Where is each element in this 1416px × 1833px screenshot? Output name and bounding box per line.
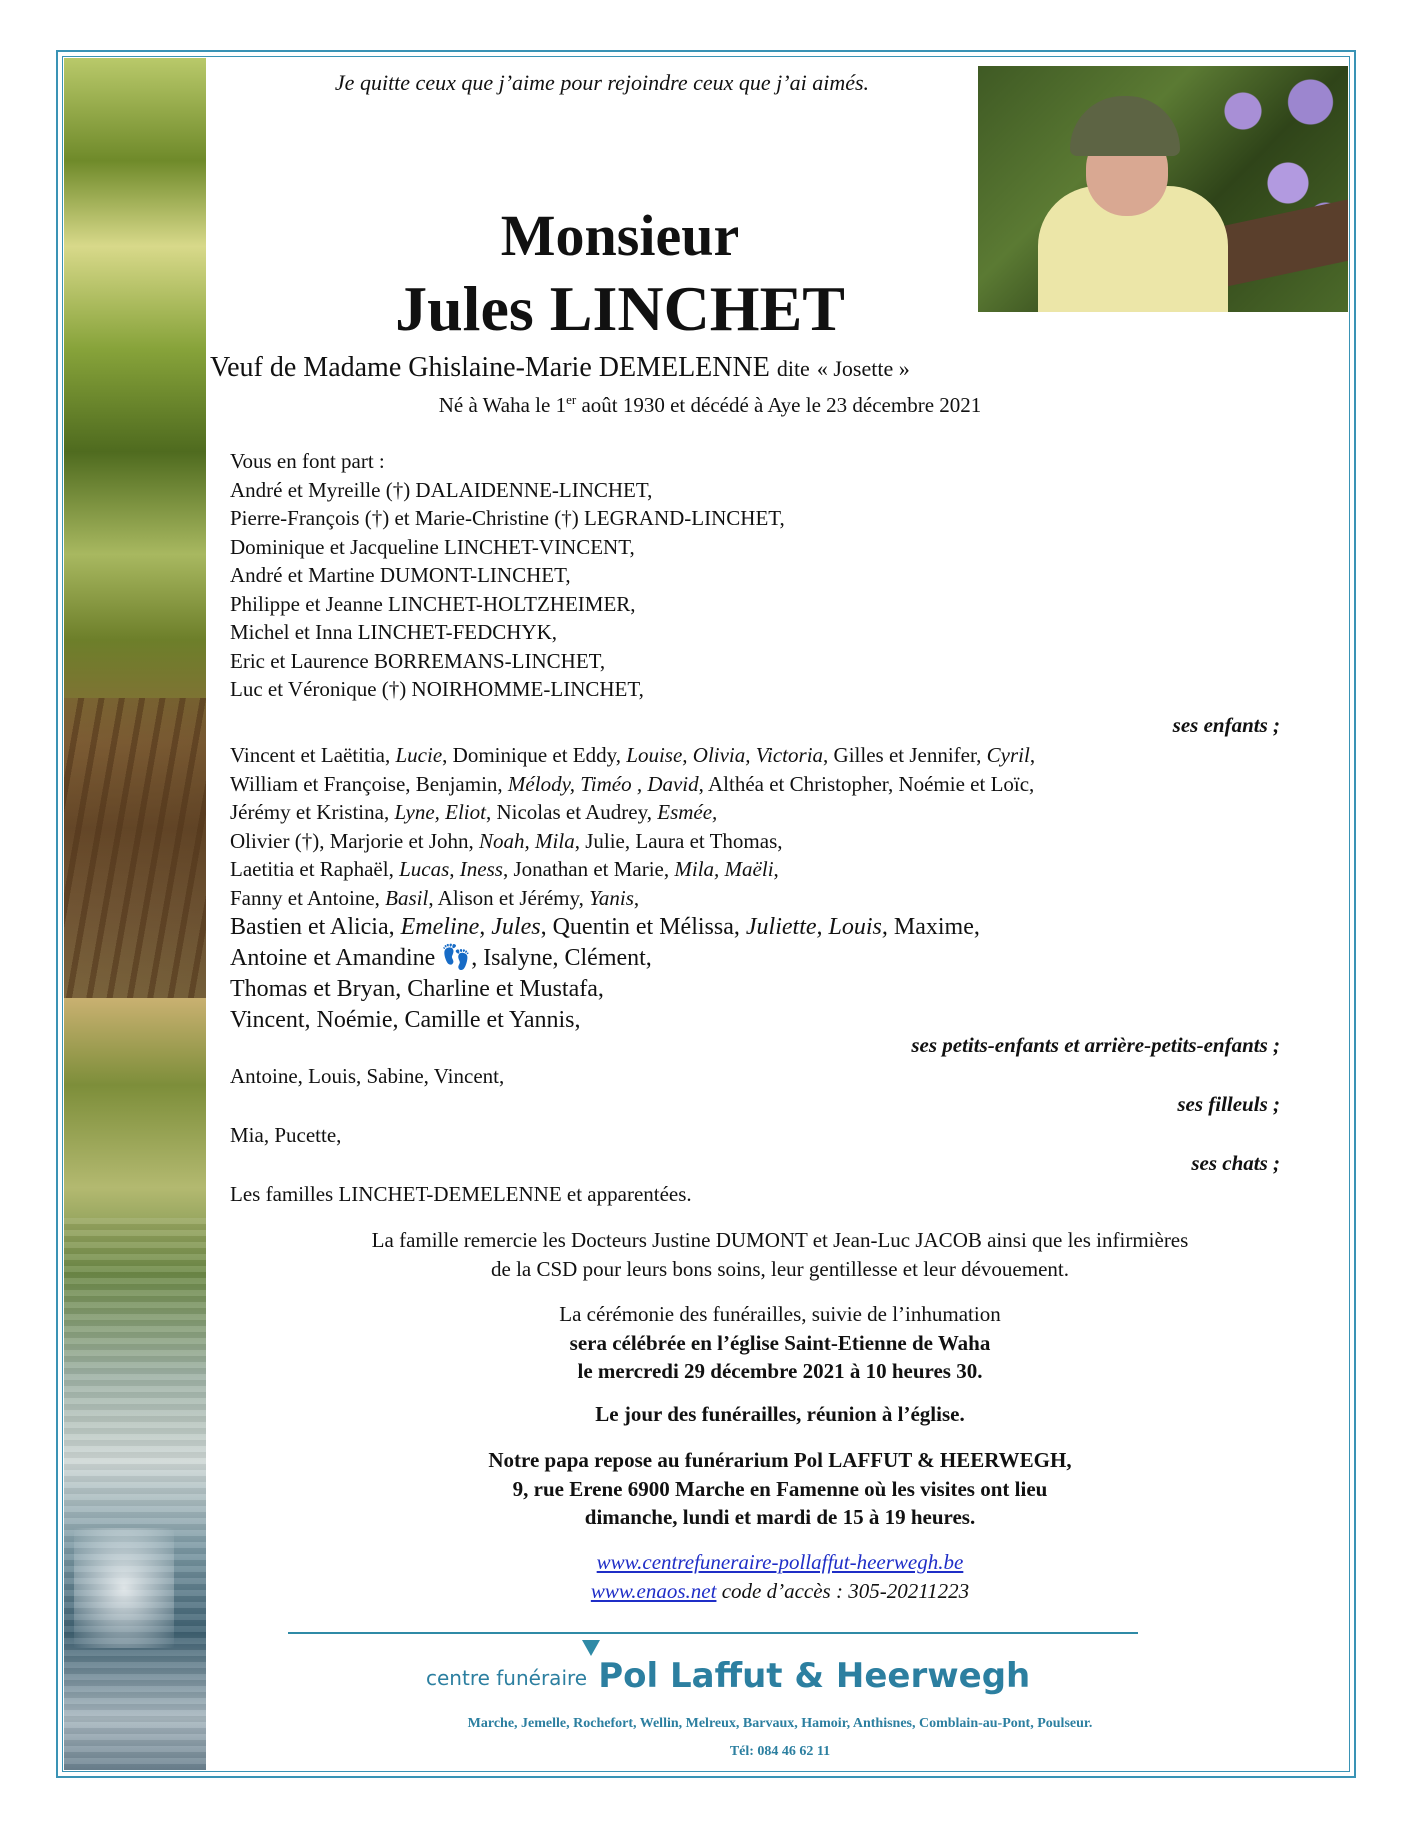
gc-italic: Yanis xyxy=(589,885,634,910)
gc-text: , xyxy=(633,885,640,910)
logo-big-text: Pol Laffut & Heerwegh xyxy=(598,1656,1031,1696)
gc-text: Laetitia et Raphaël, xyxy=(230,857,400,881)
gc-text: , Althéa et Christopher, Noémie et Loïc, xyxy=(698,771,1035,796)
announce-intro: Vous en font part : xyxy=(230,449,385,473)
grandchild-line xyxy=(230,798,1280,827)
gc-text: , xyxy=(1029,743,1036,767)
gc-italic: Basil xyxy=(385,885,429,910)
gc-text: , Isalyne, Clément, xyxy=(471,945,652,971)
grandchild-line xyxy=(230,855,1280,884)
grandchild-line xyxy=(230,770,1280,799)
child-line: André et Myreille (†) DALAIDENNE-LINCHET, xyxy=(230,477,653,502)
birth-death-line xyxy=(210,392,1210,418)
grandchild-line: Thomas et Bryan, Charline et Mustafa, xyxy=(230,976,604,1002)
gc-italic: Mila, Maëli xyxy=(674,857,774,881)
thanks-line: La famille remercie les Docteurs Justine DUMONT et Jean-Luc JACOB ainsi que les infirmières xyxy=(371,1228,1189,1252)
gc-text: , Nicolas et Audrey, xyxy=(485,800,658,824)
gc-italic: Lucas, Iness xyxy=(399,857,503,881)
wooden-bridge xyxy=(64,698,206,998)
gc-italic: Esmée, xyxy=(657,800,718,824)
funerarium-line: Notre papa repose au funérarium Pol LAFFUT & HEERWEGH, xyxy=(488,1448,1072,1472)
grandchildren-block xyxy=(230,741,1280,1036)
child-line: Dominique et Jacqueline LINCHET-VINCENT, xyxy=(230,534,635,559)
gc-text: Fanny et Antoine, xyxy=(230,885,386,910)
gc-italic: Noah, Mila xyxy=(479,828,575,853)
gc-italic: Mélody, Timéo , David xyxy=(507,771,699,796)
ceremony-church: sera célébrée en l’église Saint-Etienne de Waha xyxy=(569,1330,991,1355)
gc-italic: Cyril xyxy=(986,743,1030,767)
meeting-line: Le jour des funérailles, réunion à l’église. xyxy=(595,1402,965,1426)
gc-text: , Julie, Laura et Thomas, xyxy=(574,828,783,853)
grandchild-line xyxy=(230,741,1280,770)
enaos-link[interactable]: www.enaos.net xyxy=(590,1578,717,1603)
river-water xyxy=(64,1218,206,1770)
links-block xyxy=(210,1548,1350,1605)
ceremony-date: le mercredi 29 décembre 2021 à 10 heures 30. xyxy=(577,1359,983,1383)
gc-text: , Quentin et Mélissa, xyxy=(540,914,746,940)
widow-dite: dite xyxy=(776,356,810,381)
grandchild-line xyxy=(230,884,1280,913)
honorific: Monsieur xyxy=(500,203,740,268)
helmet xyxy=(1070,96,1180,156)
born-part1: Né à Waha le 1 xyxy=(438,393,567,417)
gc-text: Maxime, xyxy=(887,914,980,940)
grandchild-line xyxy=(230,912,1280,943)
towns-list: Marche, Jemelle, Rochefort, Wellin, Melreux, Barvaux, Hamoir, Anthisnes, Comblain-au-Pont, Poulseur. xyxy=(467,1716,1093,1731)
grandchild-line: Vincent, Noémie, Camille et Yannis, xyxy=(230,1007,581,1033)
label-godchildren: ses filleuls ; xyxy=(1177,1092,1280,1116)
widow-line xyxy=(210,352,1350,384)
gc-text: William et Françoise, Benjamin, xyxy=(230,771,508,796)
quote: Je quitte ceux que j’aime pour rejoindre ceux que j’ai aimés. xyxy=(334,70,870,95)
water-glare xyxy=(74,1528,174,1648)
deceased-name: Jules LINCHET xyxy=(395,273,845,344)
gc-text: Antoine et Amandine xyxy=(230,945,442,971)
footprints-icon: 👣 xyxy=(441,945,472,971)
widow-nickname: « Josette » xyxy=(816,356,910,381)
logo-triangle-icon xyxy=(582,1640,600,1656)
ceremony-block xyxy=(210,1300,1350,1386)
grandchild-line xyxy=(230,827,1280,856)
funeral-site-link[interactable]: www.centrefuneraire-pollaffut-heerwegh.be xyxy=(596,1550,964,1574)
born-sup: er xyxy=(566,392,577,407)
gc-text: Jérémy et Kristina, xyxy=(230,800,395,824)
gc-italic: Juliette, Louis, xyxy=(745,914,888,940)
child-line: Pierre-François (†) et Marie-Christine (†) LEGRAND-LINCHET, xyxy=(230,506,785,530)
logo-rule xyxy=(288,1632,1138,1634)
funerarium-line: dimanche, lundi et mardi de 15 à 19 heures. xyxy=(584,1505,976,1529)
side-landscape-photo xyxy=(64,58,206,1770)
gc-text: Olivier (†), Marjorie et John, xyxy=(230,828,480,853)
cats-line: Mia, Pucette, xyxy=(230,1123,342,1147)
telephone: Tél: 084 46 62 11 xyxy=(729,1744,831,1759)
label-grandchildren: ses petits-enfants et arrière-petits-enfants ; xyxy=(911,1033,1280,1057)
funerarium-block xyxy=(210,1446,1350,1532)
gc-italic: Lyne, Eliot xyxy=(394,800,486,824)
label-cats: ses chats ; xyxy=(1191,1151,1280,1175)
thanks-line: de la CSD pour leurs bons soins, leur gentillesse et leur dévouement. xyxy=(491,1256,1069,1281)
gc-italic: Emeline, Jules xyxy=(400,914,541,940)
gc-text: Bastien et Alicia, xyxy=(230,914,401,940)
child-line: Luc et Véronique (†) NOIRHOMME-LINCHET, xyxy=(230,677,644,701)
gc-italic: Louise, Olivia, Victoria xyxy=(626,743,824,767)
children-block xyxy=(230,447,1280,704)
gc-text: , Jonathan et Marie, xyxy=(502,857,675,881)
access-code: code d’accès : 305-20211223 xyxy=(716,1578,970,1603)
funerarium-line: 9, rue Erene 6900 Marche en Famenne où les visites ont lieu xyxy=(512,1476,1048,1501)
child-line: Michel et Inna LINCHET-FEDCHYK, xyxy=(230,620,558,644)
widow-prefix: Veuf de Madame Ghislaine-Marie DEMELENNE xyxy=(210,352,770,383)
funeral-home-logo xyxy=(288,1656,1138,1696)
gc-text: Vincent et Laëtitia, xyxy=(230,743,396,767)
child-line: Eric et Laurence BORREMANS-LINCHET, xyxy=(230,648,606,673)
thanks-block xyxy=(210,1226,1350,1283)
grandchild-line xyxy=(230,943,1280,974)
logo-small-text: centre funéraire xyxy=(426,1666,588,1690)
gc-text: , Alison et Jérémy, xyxy=(428,885,590,910)
child-line: Philippe et Jeanne LINCHET-HOLTZHEIMER, xyxy=(230,591,636,616)
ceremony-line: La cérémonie des funérailles, suivie de l’inhumation xyxy=(559,1302,1001,1326)
gc-italic: Lucie xyxy=(395,743,443,767)
born-part2: août 1930 et décédé à Aye le 23 décembre 2021 xyxy=(576,393,982,417)
child-line: André et Martine DUMONT-LINCHET, xyxy=(230,563,571,587)
gc-text: , xyxy=(773,857,779,881)
gc-text: , Gilles et Jennifer, xyxy=(823,743,987,767)
gc-text: , Dominique et Eddy, xyxy=(442,743,627,767)
godchildren-line: Antoine, Louis, Sabine, Vincent, xyxy=(230,1064,505,1088)
label-children: ses enfants ; xyxy=(1172,713,1280,737)
portrait-photo xyxy=(978,66,1348,312)
families-line: Les familles LINCHET-DEMELENNE et apparentées. xyxy=(230,1182,692,1206)
